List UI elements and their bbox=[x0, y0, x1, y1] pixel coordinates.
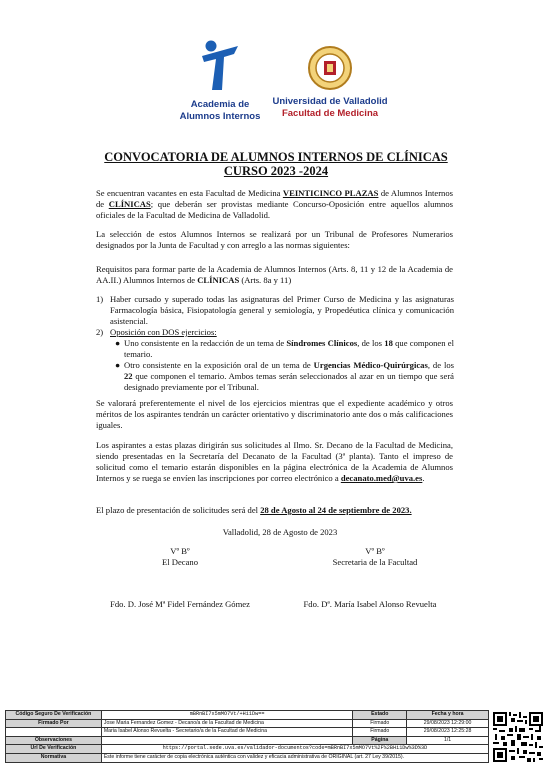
qr-code-icon bbox=[493, 712, 543, 762]
exercise-1-text-a: Uno consistente en la redacción de un tema de bbox=[124, 338, 287, 348]
page-value: 1/1 bbox=[407, 736, 489, 745]
exercise-1-text-c: , de los bbox=[357, 338, 385, 348]
paragraph-evaluation: Se valorará preferentemente el nivel de los ejercicios mientras que el expediente académico y otros méritos de los aspirantes tendrán un carácter orientativo y discriminatorio ante dos o más calificaciones iguales. bbox=[96, 398, 453, 430]
academia-logo-line1: Academia de bbox=[190, 99, 250, 110]
exercise-1-topic: Síndromes Clínicos bbox=[286, 338, 358, 348]
csv-label: Código Seguro De Verificación bbox=[6, 711, 102, 720]
estado-header: Estado bbox=[353, 711, 407, 720]
exercise-2-topic: Urgencias Médico-Quirúrgicas bbox=[313, 360, 428, 370]
university-logo-line2: Facultad de Medicina bbox=[281, 108, 379, 119]
academia-logo-line2: Alumnos Internos bbox=[179, 111, 261, 122]
university-logo bbox=[270, 45, 390, 120]
contact-email-link[interactable]: decanato.med@uva.es bbox=[340, 473, 423, 483]
normativa-label: Normativa bbox=[6, 753, 102, 762]
p1-plazas: VEINTICINCO PLAZAS bbox=[282, 188, 379, 198]
left-role: El Decano bbox=[161, 557, 199, 567]
requirement-2-number: 2) bbox=[96, 327, 104, 337]
date-line: Valladolid, 28 de Agosto de 2023 bbox=[222, 527, 338, 537]
left-signatory-name: Fdo. D. José Mª Fidel Fernández Gómez bbox=[110, 599, 250, 609]
academia-logo bbox=[165, 38, 275, 123]
verification-table bbox=[5, 710, 489, 763]
table-row bbox=[6, 711, 489, 720]
table-row bbox=[6, 719, 489, 728]
p3-clinicas: CLÍNICAS bbox=[197, 275, 240, 285]
university-logo-line1: Universidad de Valladolid bbox=[272, 96, 388, 107]
paragraph-applications bbox=[96, 440, 453, 484]
table-row bbox=[6, 753, 489, 762]
exercise-1-item bbox=[115, 338, 454, 360]
page-label: Página bbox=[353, 736, 407, 745]
csv-value: mBRnBI7x5mMO7Vt/+Hi1Dw== bbox=[101, 711, 353, 720]
signer-2-status: Firmado bbox=[353, 728, 407, 737]
paragraph-requirements bbox=[96, 264, 453, 286]
right-vb: Vº Bº bbox=[365, 546, 385, 556]
exercise-2-text-c: , de los bbox=[427, 360, 454, 370]
exercise-1-count: 18 bbox=[384, 338, 393, 348]
table-row bbox=[6, 745, 489, 754]
p5-text-a: Los aspirantes a estas plazas dirigirán sus solicitudes al Ilmo. Sr. Decano de la Facultad de Medicina, siendo presentadas en la Secretaría del Decanato de la Facultad (3ª planta). Tanto el impreso de solicitud como el temario estarán disponibles en la página electrónica de la Academia de Alumnos Internos y se ruega se envíen las inscripciones por correo electrónico a bbox=[96, 440, 453, 483]
p3-text-c: (Arts. 8a y 11) bbox=[239, 275, 292, 285]
url-label: Url De Verificación bbox=[6, 745, 102, 754]
academia-figure-icon bbox=[198, 38, 242, 94]
university-seal-icon bbox=[307, 45, 353, 91]
requirement-1-text: Haber cursado y superado todas las asignaturas del Primer Curso de Medicina y las asignaturas Farmacología básica, Fisiopatología general y semiología, y Propedéutica clínica y comunicación asistencial. bbox=[110, 294, 454, 326]
p1-clinicas: CLÍNICAS bbox=[108, 199, 151, 209]
document-title-line2: CURSO 2023 -2024 bbox=[223, 164, 329, 178]
left-vb: Vº Bº bbox=[170, 546, 190, 556]
p3-text-a: Requisitos para formar parte de la Academia de Alumnos Internos (Arts. 8, 11 y 12 de la Academia de AA.II.) Alumnos Internos de bbox=[96, 264, 453, 285]
p6-deadline-dates: 28 de Agosto al 24 de septiembre de 2023. bbox=[260, 505, 412, 515]
exercise-2-count: 22 bbox=[124, 371, 133, 381]
fecha-header: Fecha y hora bbox=[407, 711, 489, 720]
signer-1-status: Firmado bbox=[353, 719, 407, 728]
requirement-1-number: 1) bbox=[96, 294, 104, 304]
p1-text-a: Se encuentran vacantes en esta Facultad de Medicina bbox=[96, 188, 283, 198]
exercise-2-text-a: Otro consistente en la exposición oral de un tema de bbox=[124, 360, 314, 370]
signer-2: Maria Isabel Alonso Revuelta - Secretario/a de la Facultad de Medicina bbox=[101, 728, 353, 737]
paragraph-selection: La selección de estos Alumnos Internos se realizará por un Tribunal de Profesores Numerarios designados por la Junta de Facultad y con arreglo a las normas siguientes: bbox=[96, 229, 453, 250]
requirement-1 bbox=[96, 294, 454, 327]
table-row bbox=[6, 728, 489, 737]
firmado-label: Firmado Por bbox=[6, 719, 102, 728]
verification-url-link[interactable]: https://portal.sede.uva.es/validador-documentos?code=mBRnBI7x5mMO7Vt%2F%2BHi1Dw%3D%3D bbox=[101, 745, 488, 754]
empty-cell bbox=[6, 728, 102, 737]
paragraph-deadline bbox=[96, 505, 453, 516]
signer-2-date: 29/08/2023 12:25:28 bbox=[407, 728, 489, 737]
p1-text-c: de Alumnos Internos de bbox=[96, 188, 453, 209]
document-title-line1: CONVOCATORIA DE ALUMNOS INTERNOS DE CLÍNICAS bbox=[104, 150, 448, 164]
bullet-icon: ● bbox=[115, 360, 121, 370]
exercise-1-text-e: que componen el temario. bbox=[124, 338, 454, 359]
signer-1-date: 29/08/2023 12:29:00 bbox=[407, 719, 489, 728]
p5-text-b: . bbox=[422, 473, 425, 483]
exercise-2-text-e: que componen el temario. Ambos temas serán seleccionados al azar en un tiempo que será designado previamente por el Tribunal. bbox=[124, 371, 454, 392]
exercise-2-item bbox=[115, 360, 454, 393]
table-row bbox=[6, 736, 489, 745]
normativa-value: Este informe tiene carácter de copia electrónica auténtica con validez y eficacia administrativa de ORIGINAL (art. 27 Ley 39/2015). bbox=[101, 753, 488, 762]
p1-text-e: ; que deberán ser provistas mediante Concurso-Oposición entre aquellos alumnos oficiales de la Facultad de Medicina de Valladolid. bbox=[96, 199, 453, 220]
signer-1: Jose Maria Fernandez Gomez - Decano/a de la Facultad de Medicina bbox=[101, 719, 353, 728]
observaciones-value bbox=[101, 736, 353, 745]
observaciones-label: Observaciones bbox=[6, 736, 102, 745]
right-role: Secretaria de la Facultad bbox=[332, 557, 418, 567]
p6-text-a: El plazo de presentación de solicitudes será del bbox=[96, 505, 261, 515]
requirement-2-text: Oposición con DOS ejercicios: bbox=[110, 327, 217, 337]
bullet-icon: ● bbox=[115, 338, 121, 348]
paragraph-vacancies bbox=[96, 188, 453, 221]
requirement-2 bbox=[96, 327, 454, 338]
right-signatory-name: Fdo. Dª. María Isabel Alonso Revuelta bbox=[303, 599, 437, 609]
